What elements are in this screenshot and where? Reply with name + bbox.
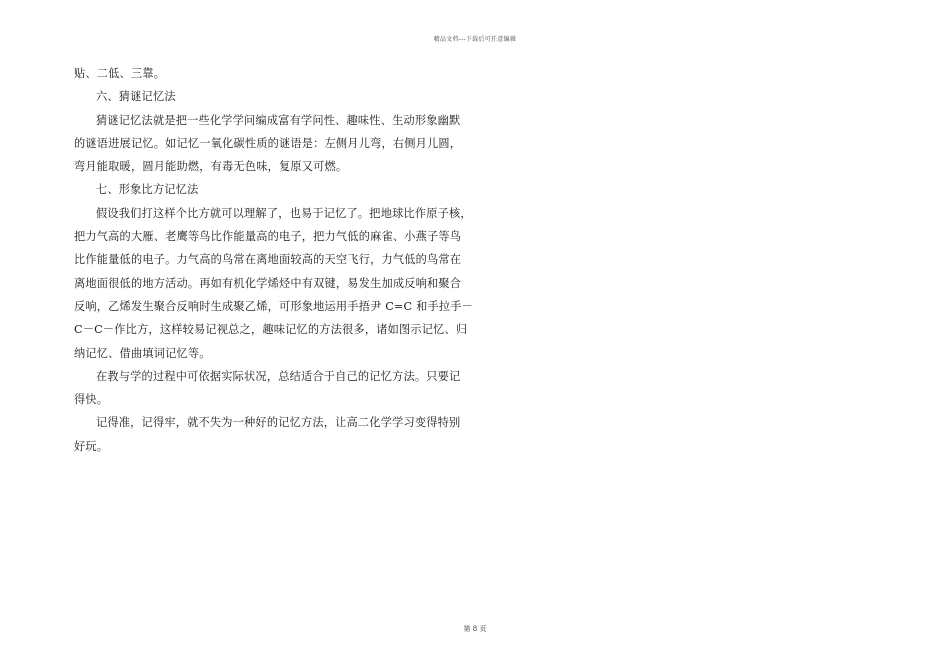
paragraph-line: 贴、二低、三靠。 [74,67,166,80]
paragraph-line: 记得准，记得牢，就不失为一种好的记忆方法，让高二化学学习变得特别 [96,416,461,430]
paragraph-line: 反响，乙烯发生聚合反响时生成聚乙烯，可形象地运用手捂尹 C=C 和手拉手－ [74,299,474,313]
document-body [74,62,474,458]
paragraph-line: 得快。 [74,393,109,407]
paragraph-line: 的谜语进展记忆。如记忆一氧化碳性质的谜语是：左侧月儿弯，右侧月儿圆， [74,136,462,150]
paragraph-line: 离地面很低的地方活动。再如有机化学烯烃中有双键，易发生加成反响和聚合 [74,276,462,290]
paragraph-line: 好玩。 [74,439,109,453]
paragraph-line: 把力气高的大雁、老鹰等鸟比作能量高的电子，把力气低的麻雀、小燕子等鸟 [74,230,462,244]
page-header: 精品文档---下载后可任意编辑 [433,36,517,43]
section-heading: 六、猜谜记忆法 [96,90,176,104]
paragraph-line: 在教与学的过程中可依据实际状况，总结适合于自己的记忆方法。只要记 [96,369,461,383]
paragraph-line: 比作能量低的电子。力气高的鸟常在离地面较高的天空飞行，力气低的鸟常在 [74,253,462,267]
paragraph-line: 假设我们打这样个比方就可以理解了，也易于记忆了。把地球比作原子核， [96,206,472,220]
paragraph-line: 弯月能取暖，圆月能助燃，有毒无色味，复原又可燃。 [74,160,348,174]
paragraph-line: C－C－作比方，这样较易记视总之，趣味记忆的方法很多，诸如图示记忆、归 [74,323,468,337]
paragraph-line: 纳记忆、借曲填词记忆等。 [74,346,211,360]
page-number: 第 8 页 [463,625,487,633]
paragraph-line: 猜谜记忆法就是把一些化学学问编成富有学问性、趣味性、生动形象幽默 [96,113,461,127]
section-heading: 七、形象比方记忆法 [96,183,199,197]
